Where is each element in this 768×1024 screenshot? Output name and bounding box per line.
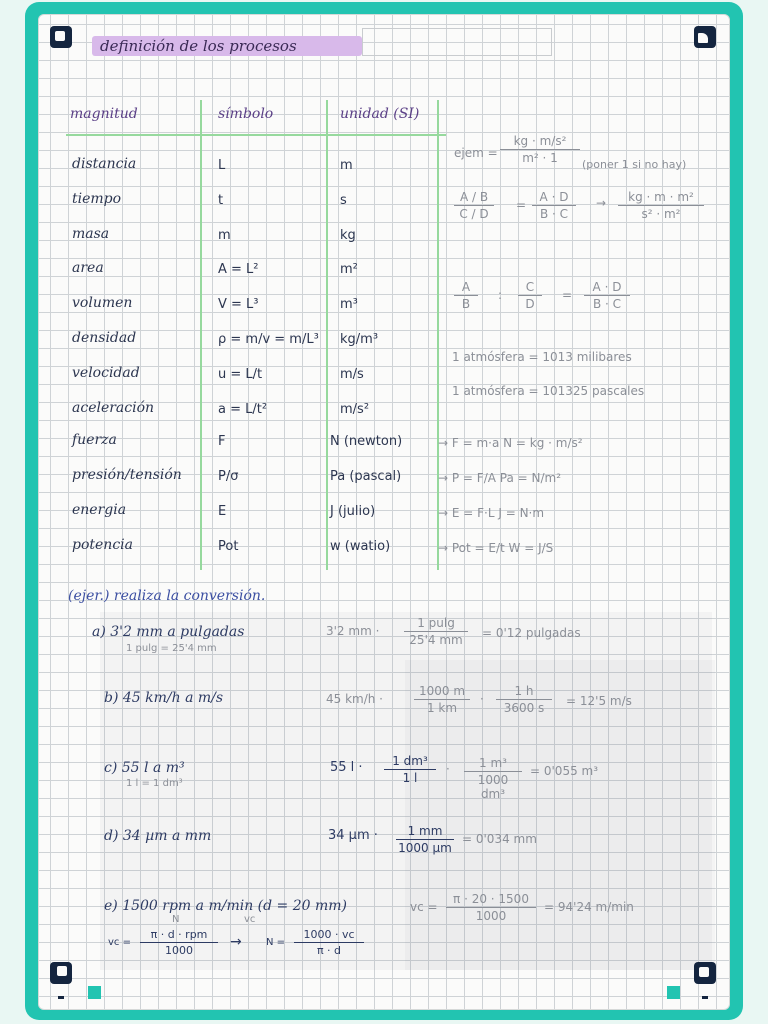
fraction-num: kg · m · m² (618, 190, 704, 206)
presion-formula: → P = F/A Pa = N/m² (438, 471, 562, 485)
corner-marker-icon (50, 26, 72, 48)
ejem-numerator: kg · m/s² (500, 134, 580, 150)
exercise-c-sub: 1 l = 1 dm³ (126, 778, 183, 789)
exercise-a-lead: 3'2 mm · (326, 624, 380, 638)
arrow-icon: → (230, 934, 242, 950)
fraction-den: s² · m² (641, 207, 681, 221)
unidad-cell: s (340, 193, 347, 208)
unidad-cell: m (340, 158, 353, 173)
exercise-e-vc-mark: vc (244, 914, 256, 925)
unidad-cell: Pa (pascal) (330, 469, 402, 484)
exercise-c-dot: · (446, 762, 450, 776)
simbolo-cell: u = L/t (218, 367, 263, 382)
title-box (362, 28, 552, 56)
fraction-units (618, 190, 704, 221)
magnitud-cell: masa (72, 226, 110, 242)
unidad-cell: w (watio) (330, 539, 391, 554)
exercise-e-formula-fraction-2 (294, 928, 364, 957)
atm-note-1: 1 atmósfera = 1013 milibares (452, 350, 632, 364)
fraction-den: 25'4 mm (409, 633, 463, 647)
exercise-c-result: = 0'055 m³ (530, 764, 599, 778)
unidad-cell: kg (340, 228, 356, 243)
arrow-icon: → (596, 196, 607, 210)
magnitud-cell: volumen (72, 295, 133, 311)
fraction-num: 1000 m (414, 684, 470, 700)
fraction-ad-bc (532, 190, 576, 221)
fuerza-formula: → F = m·a N = kg · m/s² (438, 436, 583, 450)
fraction-num: 1 mm (396, 824, 454, 840)
fraction-den: 1 l (402, 771, 418, 785)
fraction-num: π · 20 · 1500 (446, 892, 536, 908)
magnitud-cell: fuerza (72, 432, 117, 448)
fraction-den: 1000 (475, 909, 507, 923)
fraction-den: 1000 (165, 944, 193, 957)
simbolo-cell: Pot (218, 539, 239, 554)
exercise-b-label: b) 45 km/h a m/s (104, 690, 224, 706)
fraction-ab-cd (454, 190, 494, 221)
exercise-e-n-mark: N (172, 914, 180, 925)
magnitud-cell: area (72, 260, 104, 276)
exercise-e-formula-fraction (140, 928, 218, 957)
fraction-den: B · C (592, 297, 622, 311)
corner-marker-icon (694, 26, 716, 48)
exercise-c-fraction-1 (384, 754, 436, 785)
teal-square-marker (88, 986, 101, 999)
magnitud-cell: presión/tensión (72, 467, 182, 483)
divide-sign: : (498, 288, 503, 302)
exercise-b-fraction-1 (414, 684, 470, 715)
corner-dash (58, 996, 64, 999)
fraction-num: 1000 · vc (294, 928, 364, 943)
exercise-a-fraction (404, 616, 468, 647)
exercise-e-vc-result: = 94'24 m/min (544, 900, 634, 914)
unidad-cell: m³ (340, 297, 358, 312)
fraction-num: A · D (584, 280, 630, 296)
fraction-num: A (454, 280, 478, 296)
exercise-d-fraction (396, 824, 454, 855)
atm-note-2: 1 atmósfera = 101325 pascales (452, 384, 645, 398)
fraction-den: D (525, 297, 535, 311)
exercise-b-dot: · (480, 692, 484, 706)
fraction-den: 1000 µm (398, 841, 452, 855)
simbolo-cell: L (218, 158, 226, 173)
fraction-den: B (461, 297, 471, 311)
ejem-label: ejem = (454, 146, 498, 160)
magnitud-cell: densidad (72, 330, 137, 346)
exercise-a-result: = 0'12 pulgadas (482, 626, 581, 640)
exercise-d-lead: 34 µm · (328, 828, 378, 843)
exercise-a-label: a) 3'2 mm a pulgadas (92, 624, 245, 640)
fraction-den: 1 km (426, 701, 458, 715)
simbolo-cell: A = L² (218, 262, 259, 277)
exercise-b-result: = 12'5 m/s (566, 694, 632, 708)
exercise-c-fraction-2 (464, 756, 522, 801)
fraction-num: 1 m³ (464, 756, 522, 772)
exercise-e-vc-fraction (446, 892, 536, 923)
unidad-cell: kg/m³ (340, 332, 379, 347)
exercise-d-lead-wrap (328, 828, 392, 843)
fraction-den: C / D (459, 207, 489, 221)
unidad-cell: m² (340, 262, 358, 277)
simbolo-cell: ρ = m/v = m/L³ (218, 332, 319, 347)
magnitud-cell: aceleración (72, 400, 155, 416)
column-divider (437, 100, 439, 570)
page-title: definición de los procesos (100, 37, 297, 55)
exercise-b-fraction-2 (496, 684, 552, 715)
fraction-num: A · D (532, 190, 576, 206)
fraction-c-d (518, 280, 542, 311)
unidad-cell: J (julio) (330, 504, 376, 519)
simbolo-cell: t (218, 193, 224, 208)
simbolo-cell: m (218, 228, 231, 243)
exercise-heading: (ejer.) realiza la conversión. (68, 588, 266, 604)
magnitud-cell: velocidad (72, 365, 140, 381)
simbolo-cell: F (218, 434, 226, 449)
magnitud-cell: distancia (72, 156, 137, 172)
magnitud-cell: potencia (72, 537, 133, 553)
simbolo-cell: E (218, 504, 227, 519)
exercise-e-formula-lead: vc = (108, 937, 131, 948)
magnitud-cell: energia (72, 502, 127, 518)
exercise-e-vc-lead: vc = (410, 900, 438, 914)
magnitud-cell: tiempo (72, 191, 122, 207)
simbolo-cell: P/σ (218, 469, 239, 484)
fraction-den: 3600 s (503, 701, 545, 715)
header-underline (66, 134, 446, 136)
exercise-c-lead-wrap (330, 760, 384, 775)
exercise-e-formula-lead-2: N = (266, 937, 286, 948)
ejem-note: (poner 1 si no hay) (582, 158, 687, 171)
exercise-e-label: e) 1500 rpm a m/min (d = 20 mm) (104, 898, 347, 914)
unidad-cell: N (newton) (330, 434, 403, 449)
exercise-b-lead: 45 km/h · (326, 692, 383, 706)
energia-formula: → E = F·L J = N·m (438, 506, 545, 520)
equals-sign: = (562, 288, 573, 302)
fraction-num: C (518, 280, 542, 296)
exercise-d-result: = 0'034 mm (462, 832, 537, 846)
exercise-d-label: d) 34 µm a mm (104, 828, 212, 844)
exercise-c-label: c) 55 l a m³ (104, 760, 185, 776)
title-highlight (92, 36, 362, 56)
potencia-formula: → Pot = E/t W = J/S (438, 541, 554, 555)
column-divider (326, 100, 328, 570)
header-magnitud: magnitud (70, 106, 138, 122)
fraction-a-b (454, 280, 478, 311)
fraction-den: B · C (539, 207, 569, 221)
header-unidad: unidad (SI) (340, 106, 420, 122)
corner-dash (702, 996, 708, 999)
corner-marker-icon (50, 962, 72, 984)
equals-sign: = (516, 198, 527, 212)
fraction-num: A / B (454, 190, 494, 206)
fraction-num: 1 dm³ (384, 754, 436, 770)
teal-square-marker (667, 986, 680, 999)
unidad-cell: m/s (340, 367, 364, 382)
ejem-denominator: m² · 1 (522, 151, 558, 165)
header-simbolo: símbolo (218, 106, 274, 122)
exercise-c-lead: 55 l · (330, 760, 363, 775)
column-divider (200, 100, 202, 570)
fraction-num: π · d · rpm (140, 928, 218, 943)
exercise-a-sub: 1 pulg = 25'4 mm (126, 643, 217, 654)
fraction-num: 1 h (496, 684, 552, 700)
fraction-den: π · d (316, 944, 342, 957)
unidad-cell: m/s² (340, 402, 370, 417)
fraction-den: 1000 dm³ (477, 773, 509, 801)
ejem-fraction (500, 134, 580, 165)
simbolo-cell: a = L/t² (218, 402, 268, 417)
simbolo-cell: V = L³ (218, 297, 259, 312)
corner-marker-icon (694, 962, 716, 984)
fraction-ad-bc-2 (584, 280, 630, 311)
fraction-num: 1 pulg (404, 616, 468, 632)
